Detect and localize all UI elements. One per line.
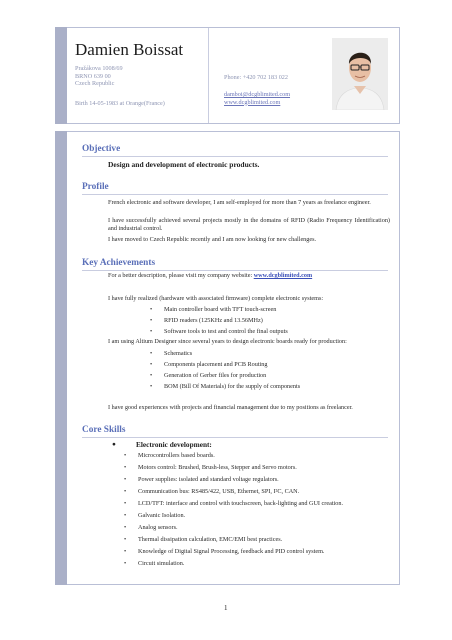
skill-item: • Communication bus: RS485/422, USB, Ethernet, SPI, I²C, CAN. [124, 488, 300, 495]
page-number: 1 [224, 604, 228, 612]
address-line: Czech Republic [75, 80, 115, 88]
profile-paragraph: I have successfully achieved several projects mostly in the domains of RFID (Radio Frequency Identification) and industrial control. [108, 217, 390, 232]
skill-item: • Thermal dissipation calculation, EMC/EMI best practices. [124, 536, 283, 543]
skill-heading-bullet: ● [112, 441, 116, 448]
skill-item: • LCD/TFT: interface and control with touchscreen, back-lighting and GUI creation. [124, 500, 344, 507]
section-rule [82, 194, 388, 195]
profile-paragraph: I have moved to Czech Republic recently and I am now looking for new challenges. [108, 236, 317, 243]
section-title-objective: Objective [82, 144, 121, 154]
list-item: • Components placement and PCB Routing [150, 361, 268, 368]
list-item: • Software tools to test and control the final outputs [150, 328, 288, 335]
header-accent-bar [55, 27, 67, 124]
main-card [55, 131, 400, 585]
list-item: • RFID readers (125KHz and 13.56MHz) [150, 317, 263, 324]
achievements-paragraph: I have fully realized (hardware with associated firmware) complete electronic systems: [108, 295, 324, 302]
skill-heading: Electronic development: [136, 440, 212, 449]
candidate-name: Damien Boissat [75, 40, 184, 59]
profile-photo [332, 38, 388, 110]
skill-item: • Power supplies: isolated and standard voltage regulators. [124, 476, 279, 483]
section-title-skills: Core Skills [82, 425, 126, 435]
address [75, 65, 123, 88]
achievements-paragraph: I am using Altium Designer since several years to design electronic boards ready for production: [108, 338, 347, 345]
list-item: • Main controller board with TFT touch-screen [150, 306, 277, 313]
email-link[interactable]: damboi@dcgblimited.com [224, 91, 291, 98]
achievements-paragraph: I have good experiences with projects and financial management due to my positions as freelancer. [108, 404, 353, 411]
profile-paragraph: French electronic and software developer, I am self-employed for more than 7 years as freelance engineer. [108, 199, 371, 206]
list-item: • Generation of Gerber files for production [150, 372, 267, 379]
header-divider [208, 28, 209, 123]
address-line: Pražákova 1008/69 [75, 65, 123, 72]
header-card [55, 27, 400, 124]
section-rule [82, 270, 388, 271]
main-accent-bar [55, 131, 67, 585]
list-item: • BOM (Bill Of Materials) for the supply of components [150, 383, 301, 390]
company-website-link[interactable]: www.dcgblimited.com [253, 272, 313, 279]
skill-item: • Circuit simulation. [124, 560, 185, 567]
list-item: • Schematics [150, 350, 193, 357]
skill-item: • Galvanic Isolation. [124, 512, 186, 519]
achievements-website-line [108, 272, 390, 280]
skill-item: • Knowledge of Digital Signal Processing, feedback and PID control system. [124, 548, 325, 555]
section-rule [82, 437, 388, 438]
website-link[interactable]: www.dcgblimited.com [224, 98, 281, 106]
skill-item: • Analog sensors. [124, 524, 178, 531]
address-line: BRNO 639 00 [75, 72, 111, 80]
section-title-profile: Profile [82, 182, 109, 192]
website-intro: For a better description, please visit my company website: [108, 272, 253, 279]
skill-item: • Motors control: Brushed, Brush-less, Stepper and Servo motors. [124, 464, 297, 471]
phone-number: Phone: +420 702 183 022 [224, 74, 288, 81]
contact-links [224, 91, 290, 106]
section-rule [82, 156, 388, 157]
objective-text: Design and development of electronic products. [108, 160, 260, 169]
birth-info: Birth 14-05-1983 at Orange(France) [75, 100, 165, 107]
skill-item: • Microcontrollers based boards. [124, 452, 215, 459]
section-title-achievements: Key Achievements [82, 258, 156, 268]
